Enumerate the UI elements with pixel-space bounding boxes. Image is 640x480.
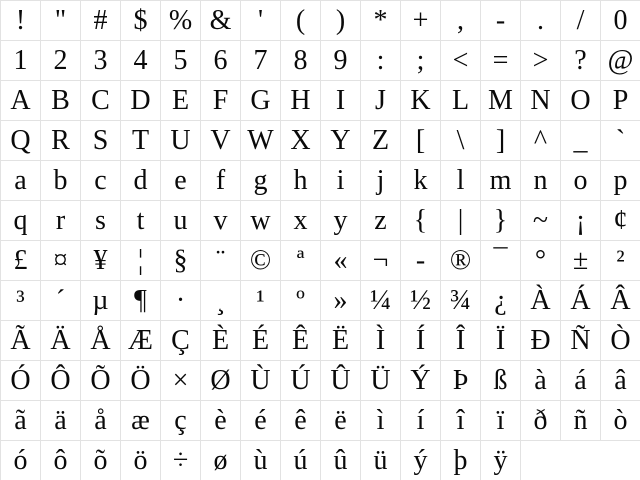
- glyph-cell[interactable]: `: [601, 121, 640, 161]
- glyph-cell[interactable]: |: [441, 201, 481, 241]
- glyph-cell[interactable]: Í: [401, 321, 441, 361]
- glyph-cell[interactable]: <: [441, 41, 481, 81]
- glyph-cell[interactable]: #: [81, 1, 121, 41]
- glyph-cell[interactable]: =: [481, 41, 521, 81]
- glyph-cell[interactable]: ^: [521, 121, 561, 161]
- glyph-cell[interactable]: Ç: [161, 321, 201, 361]
- glyph-cell[interactable]: \: [441, 121, 481, 161]
- glyph-cell[interactable]: ): [321, 1, 361, 41]
- glyph-cell[interactable]: Ö: [121, 361, 161, 401]
- glyph-cell[interactable]: ³: [1, 281, 41, 321]
- glyph-cell[interactable]: ù: [241, 441, 281, 480]
- glyph-cell[interactable]: t: [121, 201, 161, 241]
- glyph-cell[interactable]: z: [361, 201, 401, 241]
- glyph-cell[interactable]: º: [281, 281, 321, 321]
- glyph-cell[interactable]: L: [441, 81, 481, 121]
- glyph-cell[interactable]: Â: [601, 281, 640, 321]
- glyph-cell[interactable]: Î: [441, 321, 481, 361]
- glyph-cell[interactable]: Ã: [1, 321, 41, 361]
- glyph-cell[interactable]: ,: [441, 1, 481, 41]
- glyph-cell[interactable]: è: [201, 401, 241, 441]
- glyph-cell[interactable]: I: [321, 81, 361, 121]
- glyph-cell[interactable]: T: [121, 121, 161, 161]
- glyph-cell[interactable]: ÷: [161, 441, 201, 480]
- glyph-cell[interactable]: y: [321, 201, 361, 241]
- glyph-cell[interactable]: ´: [41, 281, 81, 321]
- glyph-cell[interactable]: 7: [241, 41, 281, 81]
- glyph-cell[interactable]: P: [601, 81, 640, 121]
- glyph-cell[interactable]: ¹: [241, 281, 281, 321]
- glyph-cell[interactable]: +: [401, 1, 441, 41]
- glyph-cell[interactable]: í: [401, 401, 441, 441]
- glyph-cell[interactable]: S: [81, 121, 121, 161]
- glyph-cell[interactable]: Ì: [361, 321, 401, 361]
- glyph-cell[interactable]: ø: [201, 441, 241, 480]
- glyph-cell[interactable]: e: [161, 161, 201, 201]
- glyph-cell[interactable]: «: [321, 241, 361, 281]
- glyph-cell[interactable]: ®: [441, 241, 481, 281]
- glyph-cell[interactable]: ]: [481, 121, 521, 161]
- glyph-cell[interactable]: v: [201, 201, 241, 241]
- glyph-cell[interactable]: ©: [241, 241, 281, 281]
- glyph-cell[interactable]: X: [281, 121, 321, 161]
- glyph-cell[interactable]: r: [41, 201, 81, 241]
- glyph-cell[interactable]: Á: [561, 281, 601, 321]
- glyph-cell[interactable]: W: [241, 121, 281, 161]
- glyph-cell[interactable]: û: [321, 441, 361, 480]
- glyph-cell[interactable]: .: [521, 1, 561, 41]
- glyph-cell[interactable]: ¨: [201, 241, 241, 281]
- glyph-cell[interactable]: ?: [561, 41, 601, 81]
- glyph-cell[interactable]: ú: [281, 441, 321, 480]
- glyph-cell[interactable]: Q: [1, 121, 41, 161]
- glyph-cell[interactable]: ¼: [361, 281, 401, 321]
- glyph-cell[interactable]: A: [1, 81, 41, 121]
- glyph-cell[interactable]: 2: [41, 41, 81, 81]
- glyph-cell[interactable]: ò: [601, 401, 640, 441]
- glyph-cell[interactable]: É: [241, 321, 281, 361]
- glyph-cell[interactable]: ½: [401, 281, 441, 321]
- glyph-cell[interactable]: 0: [601, 1, 640, 41]
- glyph-cell[interactable]: È: [201, 321, 241, 361]
- glyph-cell[interactable]: >: [521, 41, 561, 81]
- glyph-cell[interactable]: /: [561, 1, 601, 41]
- glyph-cell[interactable]: ¯: [481, 241, 521, 281]
- glyph-cell[interactable]: (: [281, 1, 321, 41]
- glyph-cell[interactable]: s: [81, 201, 121, 241]
- glyph-cell[interactable]: Z: [361, 121, 401, 161]
- glyph-cell[interactable]: £: [1, 241, 41, 281]
- glyph-cell[interactable]: R: [41, 121, 81, 161]
- glyph-cell[interactable]: D: [121, 81, 161, 121]
- glyph-cell[interactable]: J: [361, 81, 401, 121]
- glyph-cell[interactable]: w: [241, 201, 281, 241]
- glyph-cell[interactable]: f: [201, 161, 241, 201]
- glyph-cell[interactable]: d: [121, 161, 161, 201]
- glyph-cell[interactable]: ¡: [561, 201, 601, 241]
- glyph-cell[interactable]: Ü: [361, 361, 401, 401]
- glyph-cell[interactable]: ó: [1, 441, 41, 480]
- glyph-cell[interactable]: n: [521, 161, 561, 201]
- glyph-cell[interactable]: á: [561, 361, 601, 401]
- glyph-cell[interactable]: c: [81, 161, 121, 201]
- glyph-cell[interactable]: æ: [121, 401, 161, 441]
- glyph-cell[interactable]: 3: [81, 41, 121, 81]
- glyph-cell[interactable]: ñ: [561, 401, 601, 441]
- glyph-cell[interactable]: C: [81, 81, 121, 121]
- glyph-cell[interactable]: U: [161, 121, 201, 161]
- glyph-cell[interactable]: ð: [521, 401, 561, 441]
- glyph-cell[interactable]: ~: [521, 201, 561, 241]
- glyph-cell[interactable]: [: [401, 121, 441, 161]
- glyph-cell[interactable]: ý: [401, 441, 441, 480]
- glyph-cell[interactable]: µ: [81, 281, 121, 321]
- glyph-cell[interactable]: 8: [281, 41, 321, 81]
- glyph-cell[interactable]: 6: [201, 41, 241, 81]
- glyph-cell[interactable]: ç: [161, 401, 201, 441]
- glyph-cell[interactable]: x: [281, 201, 321, 241]
- glyph-cell[interactable]: Ø: [201, 361, 241, 401]
- glyph-cell[interactable]: ã: [1, 401, 41, 441]
- glyph-cell[interactable]: p: [601, 161, 640, 201]
- glyph-cell[interactable]: ×: [161, 361, 201, 401]
- glyph-cell[interactable]: ¢: [601, 201, 640, 241]
- glyph-cell[interactable]: ü: [361, 441, 401, 480]
- glyph-cell[interactable]: à: [521, 361, 561, 401]
- glyph-cell[interactable]: _: [561, 121, 601, 161]
- glyph-cell[interactable]: ': [241, 1, 281, 41]
- glyph-cell[interactable]: Ð: [521, 321, 561, 361]
- glyph-cell[interactable]: u: [161, 201, 201, 241]
- glyph-cell[interactable]: j: [361, 161, 401, 201]
- glyph-cell[interactable]: ±: [561, 241, 601, 281]
- glyph-cell[interactable]: 1: [1, 41, 41, 81]
- glyph-cell[interactable]: Ý: [401, 361, 441, 401]
- glyph-cell[interactable]: E: [161, 81, 201, 121]
- glyph-cell[interactable]: »: [321, 281, 361, 321]
- glyph-cell[interactable]: i: [321, 161, 361, 201]
- glyph-cell[interactable]: Ñ: [561, 321, 601, 361]
- glyph-cell[interactable]: ô: [41, 441, 81, 480]
- glyph-cell[interactable]: g: [241, 161, 281, 201]
- glyph-cell[interactable]: Æ: [121, 321, 161, 361]
- glyph-cell[interactable]: ·: [161, 281, 201, 321]
- glyph-cell[interactable]: °: [521, 241, 561, 281]
- glyph-cell[interactable]: ¸: [201, 281, 241, 321]
- glyph-cell[interactable]: Û: [321, 361, 361, 401]
- glyph-cell[interactable]: @: [601, 41, 640, 81]
- glyph-cell[interactable]: ª: [281, 241, 321, 281]
- glyph-cell[interactable]: F: [201, 81, 241, 121]
- glyph-cell[interactable]: ä: [41, 401, 81, 441]
- glyph-cell[interactable]: Ä: [41, 321, 81, 361]
- glyph-cell[interactable]: V: [201, 121, 241, 161]
- glyph-cell[interactable]: ¿: [481, 281, 521, 321]
- glyph-cell[interactable]: o: [561, 161, 601, 201]
- glyph-cell[interactable]: K: [401, 81, 441, 121]
- glyph-cell[interactable]: *: [361, 1, 401, 41]
- glyph-cell[interactable]: 5: [161, 41, 201, 81]
- glyph-cell[interactable]: G: [241, 81, 281, 121]
- glyph-cell[interactable]: Ï: [481, 321, 521, 361]
- glyph-cell[interactable]: N: [521, 81, 561, 121]
- glyph-cell[interactable]: %: [161, 1, 201, 41]
- glyph-cell[interactable]: Ô: [41, 361, 81, 401]
- glyph-cell[interactable]: â: [601, 361, 640, 401]
- glyph-cell[interactable]: $: [121, 1, 161, 41]
- glyph-cell[interactable]: Y: [321, 121, 361, 161]
- glyph-cell[interactable]: Ú: [281, 361, 321, 401]
- glyph-cell[interactable]: ²: [601, 241, 640, 281]
- glyph-cell[interactable]: ¥: [81, 241, 121, 281]
- glyph-cell[interactable]: }: [481, 201, 521, 241]
- glyph-cell[interactable]: ÿ: [481, 441, 521, 480]
- glyph-cell[interactable]: Ò: [601, 321, 640, 361]
- glyph-cell[interactable]: ": [41, 1, 81, 41]
- glyph-cell[interactable]: 9: [321, 41, 361, 81]
- glyph-cell[interactable]: O: [561, 81, 601, 121]
- glyph-cell[interactable]: &: [201, 1, 241, 41]
- glyph-cell[interactable]: ¦: [121, 241, 161, 281]
- glyph-cell[interactable]: ë: [321, 401, 361, 441]
- glyph-cell[interactable]: ¾: [441, 281, 481, 321]
- glyph-cell[interactable]: B: [41, 81, 81, 121]
- glyph-cell[interactable]: b: [41, 161, 81, 201]
- glyph-cell[interactable]: ¶: [121, 281, 161, 321]
- glyph-cell[interactable]: î: [441, 401, 481, 441]
- glyph-cell[interactable]: !: [1, 1, 41, 41]
- glyph-cell[interactable]: Å: [81, 321, 121, 361]
- glyph-cell[interactable]: m: [481, 161, 521, 201]
- glyph-cell[interactable]: Þ: [441, 361, 481, 401]
- glyph-cell[interactable]: ¬: [361, 241, 401, 281]
- glyph-cell[interactable]: :: [361, 41, 401, 81]
- glyph-cell[interactable]: -: [401, 241, 441, 281]
- glyph-cell[interactable]: k: [401, 161, 441, 201]
- glyph-cell[interactable]: Ë: [321, 321, 361, 361]
- glyph-cell[interactable]: q: [1, 201, 41, 241]
- glyph-cell[interactable]: Ê: [281, 321, 321, 361]
- glyph-cell[interactable]: þ: [441, 441, 481, 480]
- glyph-cell[interactable]: ï: [481, 401, 521, 441]
- glyph-cell[interactable]: Õ: [81, 361, 121, 401]
- glyph-cell[interactable]: h: [281, 161, 321, 201]
- glyph-cell[interactable]: H: [281, 81, 321, 121]
- glyph-cell[interactable]: é: [241, 401, 281, 441]
- glyph-cell[interactable]: õ: [81, 441, 121, 480]
- glyph-cell[interactable]: §: [161, 241, 201, 281]
- glyph-cell[interactable]: ß: [481, 361, 521, 401]
- glyph-cell[interactable]: {: [401, 201, 441, 241]
- glyph-cell[interactable]: Ó: [1, 361, 41, 401]
- glyph-cell[interactable]: å: [81, 401, 121, 441]
- glyph-cell[interactable]: ¤: [41, 241, 81, 281]
- glyph-cell[interactable]: ;: [401, 41, 441, 81]
- glyph-cell[interactable]: M: [481, 81, 521, 121]
- glyph-cell[interactable]: 4: [121, 41, 161, 81]
- glyph-cell[interactable]: À: [521, 281, 561, 321]
- glyph-cell[interactable]: ê: [281, 401, 321, 441]
- glyph-cell[interactable]: l: [441, 161, 481, 201]
- glyph-cell[interactable]: a: [1, 161, 41, 201]
- glyph-cell[interactable]: ì: [361, 401, 401, 441]
- glyph-cell[interactable]: ö: [121, 441, 161, 480]
- glyph-cell[interactable]: -: [481, 1, 521, 41]
- glyph-cell[interactable]: Ù: [241, 361, 281, 401]
